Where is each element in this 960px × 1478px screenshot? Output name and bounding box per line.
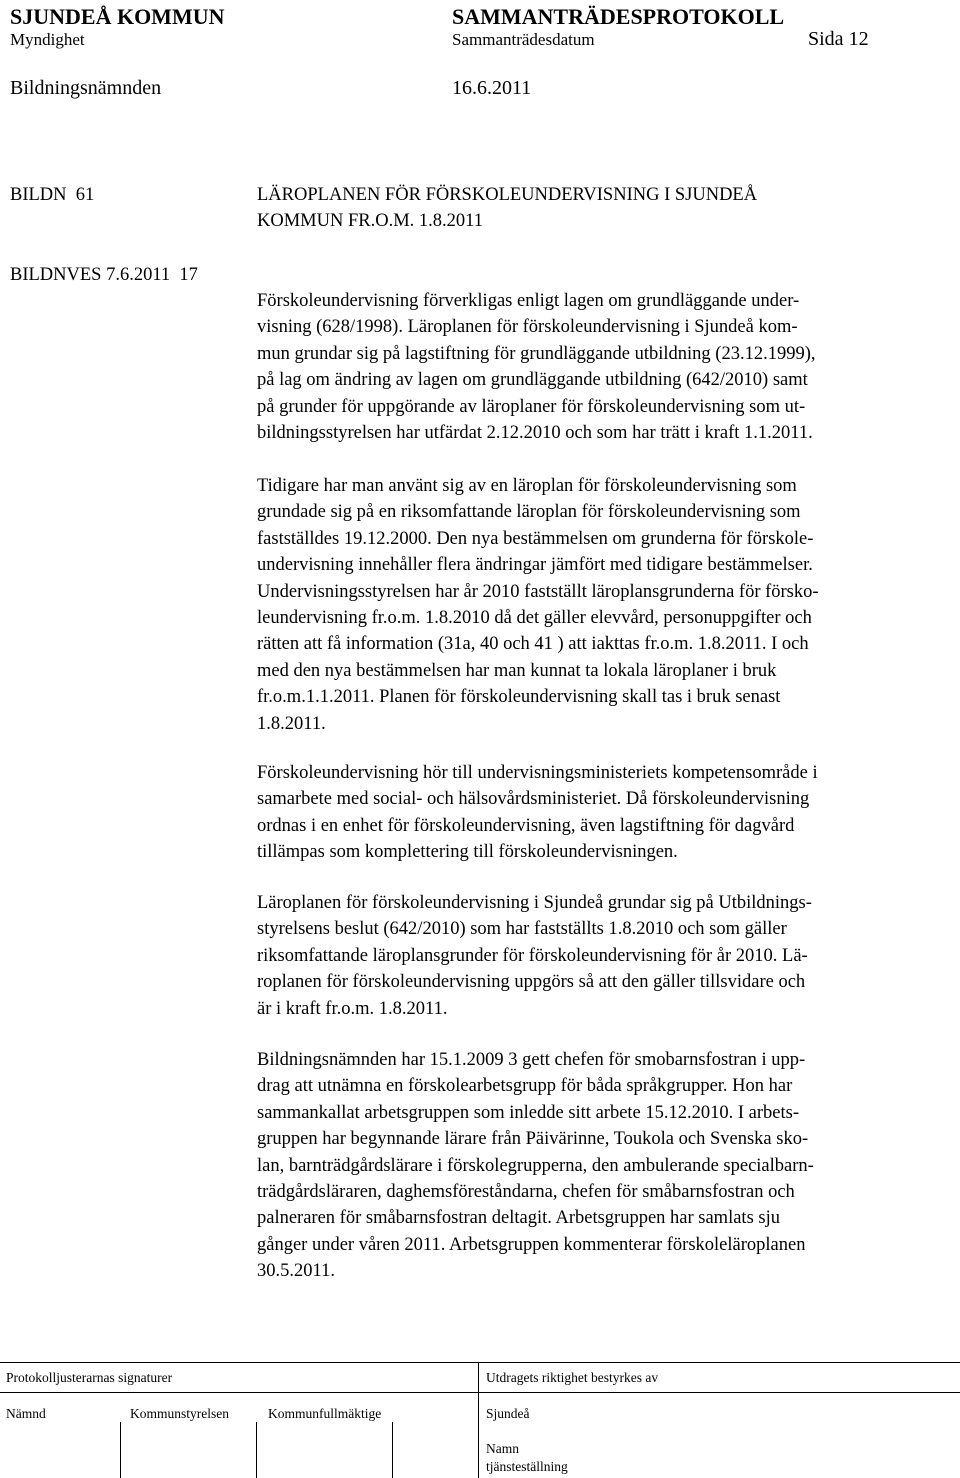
text-line: gånger under våren 2011. Arbetsgruppen kommenterar förskoleläroplanen	[257, 1234, 806, 1255]
text-line: på lag om ändring av lagen om grundläggande utbildning (642/2010) samt	[257, 370, 808, 391]
case-ref-bildn: BILDN 61	[10, 185, 95, 205]
document-type: SAMMANTRÄDESPROTOKOLL	[452, 4, 785, 29]
text-line: Förskoleundervisning förverkligas enligt lagen om grundläggande under-	[257, 291, 800, 311]
text-line: 1.8.2011.	[257, 713, 326, 734]
meeting-date: 16.6.2011	[452, 77, 532, 99]
text-line: rätten att få information (31a, 40 och 41 ) att iakttas fr.o.m. 1.8.2011. I och	[257, 634, 809, 655]
paragraph-2	[257, 473, 947, 737]
col-sjundea: Sjundeå	[486, 1406, 530, 1421]
title-line: LÄROPLANEN FÖR FÖRSKOLEUNDERVISNING I SJUNDEÅ	[257, 185, 758, 205]
page-indicator	[808, 28, 869, 51]
footer-top-rule	[0, 1362, 960, 1363]
case-ref-bildnves: BILDNVES 7.6.2011 17	[10, 265, 198, 285]
text-line: tillämpas som komplettering till förskoleundervisningen.	[257, 842, 678, 863]
text-line: ordnas i en enhet för förskoleundervisning, även lagstiftning för dagvård	[257, 815, 795, 836]
footer-cell-divider	[120, 1422, 121, 1478]
footer-row-rule	[0, 1392, 960, 1393]
text-line: 30.5.2011.	[257, 1261, 335, 1282]
verification-label: Utdragets riktighet bestyrkes av	[486, 1370, 659, 1385]
date-label: Sammanträdesdatum	[452, 30, 595, 49]
text-line: Förskoleundervisning hör till undervisningsministeriets kompetensområde i	[257, 763, 818, 783]
case-title	[257, 182, 947, 235]
page-label: Sida	[808, 28, 844, 50]
text-line: gruppen har begynnande lärare från Päivärinne, Toukola och Svenska sko-	[257, 1129, 809, 1150]
authority-name: Bildningsnämnden	[10, 77, 162, 99]
title-label: tjänsteställning	[486, 1459, 568, 1474]
text-line: bildningsstyrelsen har utfärdat 2.12.2010 och som har trätt i kraft 1.1.2011.	[257, 423, 813, 444]
text-line: roplanen för förskoleundervisning uppgörs så att den gäller tillsvidare och	[257, 972, 806, 993]
organization-name: SJUNDEÅ KOMMUN	[10, 4, 225, 29]
paragraph-3	[257, 760, 947, 866]
footer-divider	[478, 1362, 479, 1478]
authority-label: Myndighet	[10, 30, 85, 49]
text-line: Läroplanen för förskoleundervisning i Sjundeå grundar sig på Utbildnings-	[257, 893, 812, 913]
text-line: Bildningsnämnden har 15.1.2009 3 gett chefen för smobarnsfostran i upp-	[257, 1050, 806, 1070]
text-line: på grunder för uppgörande av läroplaner för förskoleundervisning som ut-	[257, 396, 806, 417]
text-line: fastställdes 19.12.2000. Den nya bestämmelsen om grunderna för förskole-	[257, 528, 814, 549]
text-line: lan, barnträdgårdslärare i förskolegrupperna, den ambulerande specialbarn-	[257, 1155, 814, 1176]
col-kommunfullmaktige: Kommunfullmäktige	[268, 1406, 382, 1421]
text-line: fr.o.m.1.1.2011. Planen för förskoleundervisning skall tas i bruk senast	[257, 687, 781, 708]
signatures-label: Protokolljusterarnas signaturer	[6, 1370, 173, 1385]
text-line: drag att utnämna en förskolearbetsgrupp för båda språkgrupper. Hon har	[257, 1076, 793, 1097]
paragraph-1	[257, 288, 947, 446]
text-line: mun grundar sig på lagstiftning för grundläggande utbildning (23.12.1999),	[257, 343, 816, 364]
col-kommunstyrelsen: Kommunstyrelsen	[130, 1406, 229, 1421]
paragraph-5	[257, 1047, 947, 1285]
text-line: är i kraft fr.o.m. 1.8.2011.	[257, 998, 448, 1019]
text-line: Undervisningsstyrelsen har år 2010 fastställt läroplansgrunderna för försko-	[257, 581, 819, 602]
col-namnd: Nämnd	[6, 1406, 46, 1421]
text-line: med den nya bestämmelsen har man kunnat ta lokala läroplaner i bruk	[257, 660, 777, 681]
text-line: grundade sig på en riksomfattande läroplan för förskoleundervisning som	[257, 502, 801, 523]
text-line: styrelsens beslut (642/2010) som har fastställts 1.8.2010 och som gäller	[257, 919, 787, 940]
text-line: undervisning innehåller flera ändringar jämfört med tidigare bestämmelser.	[257, 555, 813, 576]
text-line: sammankallat arbetsgruppen som inledde sitt arbete 15.12.2010. I arbets-	[257, 1102, 800, 1123]
text-line: visning (628/1998). Läroplanen för förskoleundervisning i Sjundeå kom-	[257, 317, 798, 338]
paragraph-4	[257, 890, 947, 1022]
title-line: KOMMUN FR.O.M. 1.8.2011	[257, 211, 483, 232]
name-label: Namn	[486, 1441, 519, 1456]
text-line: Tidigare har man använt sig av en läroplan för förskoleundervisning som	[257, 476, 797, 496]
footer-cell-divider	[392, 1422, 393, 1478]
text-line: palneraren för småbarnsfostran deltagit. Arbetsgruppen har samlats sju	[257, 1208, 780, 1229]
footer-cell-divider	[256, 1422, 257, 1478]
text-line: leundervisning fr.o.m. 1.8.2010 då det gäller elevvård, personuppgifter och	[257, 608, 812, 629]
page-number: 12	[848, 28, 869, 50]
text-line: trädgårdsläraren, daghemsföreståndarna, chefen för småbarnsfostran och	[257, 1182, 795, 1203]
text-line: riksomfattande läroplansgrunder för förskoleundervisning för år 2010. Lä-	[257, 945, 808, 966]
text-line: samarbete med social- och hälsovårdsministeriet. Då förskoleundervisning	[257, 789, 810, 810]
